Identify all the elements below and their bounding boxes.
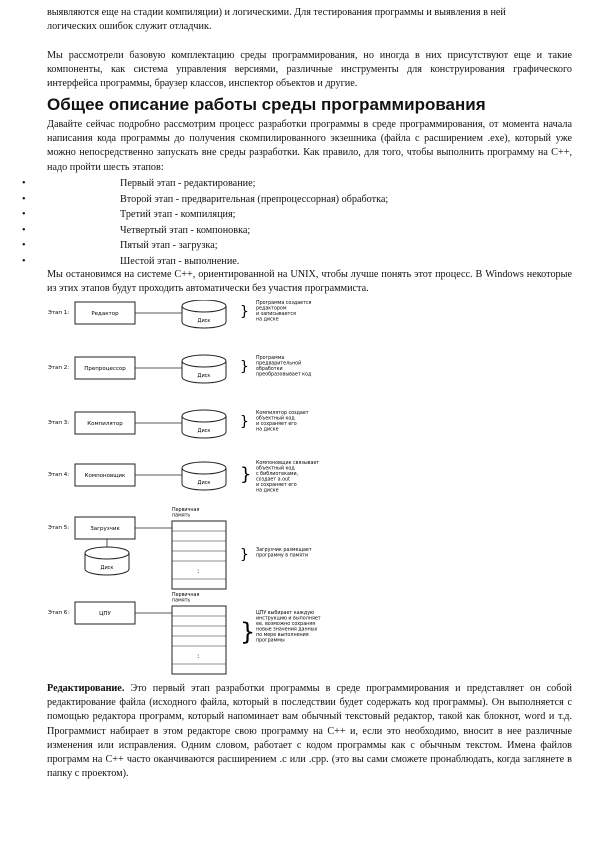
stage-label: Этап 6: xyxy=(48,610,70,616)
box-label: ЦПУ xyxy=(99,611,111,617)
bullet-icon: • xyxy=(22,255,26,267)
stage-label: Этап 2: xyxy=(48,365,70,371)
stage-label: Этап 3: xyxy=(48,420,70,426)
box-label: Компоновщик xyxy=(84,473,126,479)
stage-label: Этап 5: xyxy=(48,525,70,531)
after-steps-paragraph: Мы остановимся на системе С++, ориентированной на UNIX, чтобы лучше понять этот процесс. В Windows некоторые из этих этапов будут проходить автоматически без участия программиста. xyxy=(47,269,572,295)
step-text: Третий этап - компиляция; xyxy=(120,209,236,221)
stage-1 xyxy=(48,300,313,328)
box-label: Компилятор xyxy=(87,421,123,427)
brace-icon: } xyxy=(240,547,249,563)
stage-desc: Компоновщик связывает объектный код с библиотеками, создает a.out и сохраняет его на диске xyxy=(256,461,320,494)
brace-icon: } xyxy=(240,414,249,430)
bullet-icon: • xyxy=(22,178,26,189)
intro-paragraph xyxy=(47,6,572,34)
disk-label: Диск xyxy=(197,428,211,434)
step-text: Первый этап - редактирование; xyxy=(120,178,256,189)
step-text: Шестой этап - выполнение. xyxy=(120,255,240,267)
stage-desc: Загрузчик размещает программу в памяти xyxy=(256,548,312,559)
stage-label: Этап 4: xyxy=(48,472,70,478)
brace-icon: } xyxy=(240,304,249,320)
bullet-icon: • xyxy=(22,193,26,205)
box-label: Редактор xyxy=(91,311,119,317)
step-text: Пятый этап - загрузка; xyxy=(120,240,218,252)
box-label: Препроцессор xyxy=(84,366,126,372)
bullet-icon: • xyxy=(22,224,26,236)
disk-label: Диск xyxy=(197,318,211,324)
ellipsis: : xyxy=(197,652,200,660)
components-paragraph: Мы рассмотрели базовую комплектацию среды программирования, но иногда в них присутствуют еще и такие компоненты, как система управления версиями, различные инструменты для конструирования графического интерфейса программы, браузер классов, инспектор объектов и другие. xyxy=(47,50,572,90)
process-paragraph: Давайте сейчас подробно рассмотрим процесс разработки программы в среде программирования, от момента начала написания кода программы до получения скомпилированного экзешника (файла с расширением .exe), который уже можно непосредственно запускать вне среды разработки. Как правило, для того, чтобы выполнить программу на С++, надо пройти шесть этапов: xyxy=(47,119,572,173)
editing-paragraph xyxy=(47,682,572,781)
stage-3 xyxy=(48,410,310,438)
brace-icon: } xyxy=(240,618,256,646)
stage-5 xyxy=(48,507,313,589)
editing-text: Это первый этап разработки программы в среде программирования и представляет он собой редактирование файла (исходного файла, который в последствии будет содержать код программы). Он выполняется с помощью редактора программ, который напоминает вам обычный текстовый редактор, такой как блокнот, word и т.д. Программист набирает в этом редакторе свою программу на С++ и, если это необходимо, вносит в нее различные изменения или исправления. Одним словом, работает с кодом программы как с обычным текстом. Имена файлов программ на С++ часто оканчиваются расширением .c или .cpp. (это вы сами сможете пронаблюдать, когда заглянете в папку с проектом). xyxy=(47,683,572,780)
intro-line-2: логических ошибок служит отладчик. xyxy=(47,21,212,33)
editing-term: Редактирование. xyxy=(47,683,125,694)
intro-line-1: выявляются еще на стадии компиляции) и логическими. Для тестирования программы и выявления в ней xyxy=(47,7,506,18)
brace-icon: } xyxy=(240,359,249,375)
compilation-stages-diagram xyxy=(40,300,370,680)
ellipsis: : xyxy=(197,567,200,575)
step-text: Второй этап - предварительная (препроцессорная) обработка; xyxy=(120,193,389,205)
stage-desc: Программа создается редактором и записывается на диске xyxy=(256,301,312,323)
stage-desc: ЦПУ выбирает каждую инструкцию и выполняет ее, возможно сохраняя новые значения данных по мере выполнения программы xyxy=(256,611,321,644)
bullet-icon: • xyxy=(22,240,26,252)
bullet-icon: • xyxy=(22,209,26,221)
disk-label: Диск xyxy=(197,373,211,379)
stage-2 xyxy=(48,355,312,383)
stage-6 xyxy=(48,592,322,674)
section-heading: Общее описание работы среды программирования xyxy=(47,95,486,114)
disk-label: Диск xyxy=(100,565,114,571)
stage-desc: Компилятор создает объектный код и сохраняет его на диске xyxy=(256,411,309,433)
stage-desc: Программа предварительной обработки преобразовывает код xyxy=(256,356,312,378)
stage-4 xyxy=(48,460,321,494)
step-text: Четвертый этап - компоновка; xyxy=(120,224,251,236)
disk-label: Диск xyxy=(197,480,211,486)
memory-label: Первичная память xyxy=(172,593,200,604)
memory-label: Первичная память xyxy=(172,508,200,519)
brace-icon: } xyxy=(240,464,252,485)
stage-label: Этап 1: xyxy=(48,310,70,316)
box-label: Загрузчик xyxy=(90,526,120,532)
